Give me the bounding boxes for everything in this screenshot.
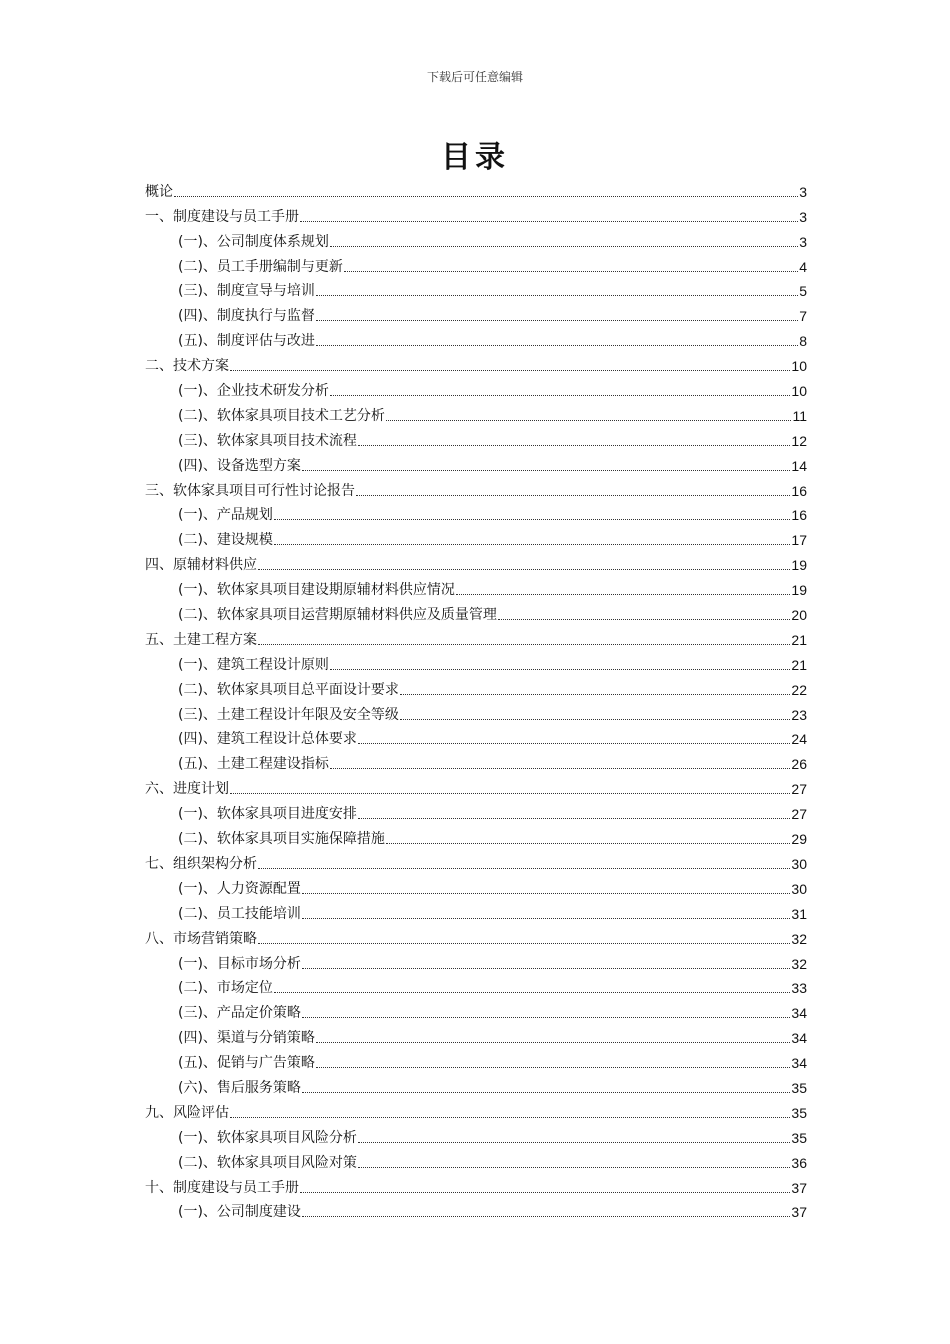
toc-dot-leader xyxy=(456,593,790,595)
toc-entry[interactable] xyxy=(145,1172,807,1197)
toc-entry-page: 4 xyxy=(799,258,807,275)
toc-entry-page: 37 xyxy=(791,1204,807,1221)
toc-dot-leader xyxy=(174,195,798,197)
toc-entry-page: 21 xyxy=(791,656,807,673)
toc-entry-page: 3 xyxy=(799,208,807,225)
toc-entry-page: 34 xyxy=(791,1005,807,1022)
toc-entry-page: 17 xyxy=(791,532,807,549)
toc-entry[interactable] xyxy=(145,276,807,301)
toc-entry-label: 七、组织架构分析 xyxy=(145,855,257,872)
toc-dot-leader xyxy=(358,817,790,819)
toc-entry[interactable] xyxy=(145,948,807,973)
toc-entry[interactable] xyxy=(145,1147,807,1172)
toc-entry-page: 10 xyxy=(791,383,807,400)
toc-entry-label: (五)、土建工程建设指标 xyxy=(178,756,329,773)
toc-entry-label: (三)、软体家具项目技术流程 xyxy=(178,432,357,449)
toc-dot-leader xyxy=(358,1166,790,1168)
toc-entry-page: 10 xyxy=(791,358,807,375)
toc-entry-page: 12 xyxy=(791,432,807,449)
toc-entry-label: (一)、企业技术研发分析 xyxy=(178,383,329,400)
toc-dot-leader xyxy=(302,1091,790,1093)
toc-dot-leader xyxy=(230,1116,790,1118)
toc-dot-leader xyxy=(316,1066,790,1068)
toc-entry[interactable] xyxy=(145,450,807,475)
toc-entry-label: (二)、软体家具项目运营期原辅材料供应及质量管理 xyxy=(178,607,497,624)
toc-dot-leader xyxy=(358,742,790,744)
toc-entry-page: 30 xyxy=(791,855,807,872)
toc-entry[interactable] xyxy=(145,1197,807,1222)
toc-dot-leader xyxy=(386,419,792,421)
toc-dot-leader xyxy=(316,344,798,346)
toc-dot-leader xyxy=(344,270,798,272)
toc-entry-page: 19 xyxy=(791,582,807,599)
toc-entry[interactable] xyxy=(145,1122,807,1147)
toc-dot-leader xyxy=(302,917,790,919)
toc-entry-page: 33 xyxy=(791,980,807,997)
toc-entry[interactable] xyxy=(145,798,807,823)
toc-entry-label: (二)、软体家具项目总平面设计要求 xyxy=(178,681,399,698)
toc-entry[interactable] xyxy=(145,400,807,425)
toc-entry-page: 19 xyxy=(791,557,807,574)
toc-entry[interactable] xyxy=(145,524,807,549)
toc-entry-label: 一、制度建设与员工手册 xyxy=(145,208,299,225)
toc-dot-leader xyxy=(274,518,790,520)
toc-dot-leader xyxy=(258,867,790,869)
toc-entry[interactable] xyxy=(145,1072,807,1097)
toc-entry[interactable] xyxy=(145,599,807,624)
toc-dot-leader xyxy=(300,220,798,222)
toc-entry-label: (一)、软体家具项目建设期原辅材料供应情况 xyxy=(178,582,455,599)
toc-entry[interactable] xyxy=(145,325,807,350)
toc-dot-leader xyxy=(330,245,798,247)
toc-entry[interactable] xyxy=(145,649,807,674)
toc-entry-page: 5 xyxy=(799,283,807,300)
toc-dot-leader xyxy=(274,543,790,545)
toc-dot-leader xyxy=(302,1016,790,1018)
toc-entry-label: (二)、建设规模 xyxy=(178,532,273,549)
toc-dot-leader xyxy=(230,792,790,794)
toc-entry-label: 八、市场营销策略 xyxy=(145,930,257,947)
toc-dot-leader xyxy=(330,394,790,396)
toc-entry-label: 二、技术方案 xyxy=(145,358,229,375)
toc-dot-leader xyxy=(316,294,798,296)
toc-entry-label: (四)、设备选型方案 xyxy=(178,457,301,474)
toc-entry[interactable] xyxy=(145,848,807,873)
toc-entry-label: (三)、土建工程设计年限及安全等级 xyxy=(178,706,399,723)
toc-entry-page: 11 xyxy=(792,407,807,424)
toc-entry-page: 35 xyxy=(791,1129,807,1146)
toc-entry-page: 21 xyxy=(791,631,807,648)
toc-entry[interactable] xyxy=(145,624,807,649)
toc-entry-page: 24 xyxy=(791,731,807,748)
table-of-contents xyxy=(145,176,807,1221)
toc-entry-label: (六)、售后服务策略 xyxy=(178,1079,301,1096)
toc-entry[interactable] xyxy=(145,1022,807,1047)
toc-entry[interactable] xyxy=(145,300,807,325)
toc-entry-label: (二)、员工技能培训 xyxy=(178,905,301,922)
toc-entry-page: 29 xyxy=(791,831,807,848)
toc-dot-leader xyxy=(258,568,790,570)
toc-entry[interactable] xyxy=(145,350,807,375)
toc-entry[interactable] xyxy=(145,574,807,599)
toc-entry-label: (三)、产品定价策略 xyxy=(178,1005,301,1022)
toc-entry-label: (一)、软体家具项目进度安排 xyxy=(178,806,357,823)
toc-entry[interactable] xyxy=(145,176,807,201)
toc-entry[interactable] xyxy=(145,1097,807,1122)
toc-entry-label: 五、土建工程方案 xyxy=(145,631,257,648)
toc-entry[interactable] xyxy=(145,549,807,574)
toc-entry-label: (二)、软体家具项目风险对策 xyxy=(178,1154,357,1171)
toc-dot-leader xyxy=(356,494,790,496)
toc-dot-leader xyxy=(498,618,790,620)
toc-entry[interactable] xyxy=(145,898,807,923)
toc-entry-label: (一)、人力资源配置 xyxy=(178,880,301,897)
toc-entry[interactable] xyxy=(145,251,807,276)
toc-entry-page: 34 xyxy=(791,1055,807,1072)
toc-entry-page: 3 xyxy=(799,233,807,250)
toc-entry-label: (四)、建筑工程设计总体要求 xyxy=(178,731,357,748)
toc-dot-leader xyxy=(316,1041,790,1043)
toc-entry-label: (一)、软体家具项目风险分析 xyxy=(178,1129,357,1146)
toc-dot-leader xyxy=(330,767,790,769)
toc-dot-leader xyxy=(274,991,790,993)
toc-entry[interactable] xyxy=(145,973,807,998)
toc-dot-leader xyxy=(300,1191,790,1193)
toc-dot-leader xyxy=(258,942,790,944)
toc-dot-leader xyxy=(330,668,790,670)
toc-dot-leader xyxy=(258,643,790,645)
toc-entry-page: 37 xyxy=(791,1179,807,1196)
toc-entry-page: 8 xyxy=(799,333,807,350)
toc-entry-label: 九、风险评估 xyxy=(145,1104,229,1121)
toc-entry-page: 27 xyxy=(791,806,807,823)
toc-entry-page: 27 xyxy=(791,781,807,798)
toc-dot-leader xyxy=(302,967,790,969)
toc-entry[interactable] xyxy=(145,699,807,724)
toc-entry-page: 26 xyxy=(791,756,807,773)
toc-entry[interactable] xyxy=(145,823,807,848)
toc-entry-page: 23 xyxy=(791,706,807,723)
toc-entry-page: 16 xyxy=(791,507,807,524)
toc-entry-label: (一)、建筑工程设计原则 xyxy=(178,656,329,673)
toc-entry-label: (一)、公司制度体系规划 xyxy=(178,233,329,250)
toc-entry-page: 31 xyxy=(791,905,807,922)
toc-entry[interactable] xyxy=(145,375,807,400)
toc-entry-label: (五)、制度评估与改进 xyxy=(178,333,315,350)
toc-entry[interactable] xyxy=(145,201,807,226)
toc-entry-page: 34 xyxy=(791,1030,807,1047)
toc-entry-label: (二)、软体家具项目实施保障措施 xyxy=(178,831,385,848)
toc-entry[interactable] xyxy=(145,1047,807,1072)
toc-entry[interactable] xyxy=(145,674,807,699)
toc-entry-label: 十、制度建设与员工手册 xyxy=(145,1179,299,1196)
toc-entry[interactable] xyxy=(145,475,807,500)
toc-dot-leader xyxy=(302,1215,790,1217)
toc-dot-leader xyxy=(386,842,790,844)
toc-entry-page: 32 xyxy=(791,955,807,972)
toc-entry[interactable] xyxy=(145,226,807,251)
toc-dot-leader xyxy=(400,693,790,695)
toc-entry-page: 22 xyxy=(791,681,807,698)
toc-entry[interactable] xyxy=(145,773,807,798)
toc-entry-label: (三)、制度宣导与培训 xyxy=(178,283,315,300)
toc-entry[interactable] xyxy=(145,500,807,525)
toc-entry[interactable] xyxy=(145,425,807,450)
toc-entry-page: 30 xyxy=(791,880,807,897)
toc-entry-label: (四)、制度执行与监督 xyxy=(178,308,315,325)
toc-entry[interactable] xyxy=(145,997,807,1022)
toc-entry-label: (一)、产品规划 xyxy=(178,507,273,524)
toc-entry-label: (四)、渠道与分销策略 xyxy=(178,1030,315,1047)
toc-entry[interactable] xyxy=(145,724,807,749)
toc-entry-label: 概论 xyxy=(145,183,173,200)
toc-dot-leader xyxy=(358,444,790,446)
toc-entry[interactable] xyxy=(145,748,807,773)
toc-entry-label: (五)、促销与广告策略 xyxy=(178,1055,315,1072)
toc-entry-label: (一)、目标市场分析 xyxy=(178,955,301,972)
toc-entry[interactable] xyxy=(145,923,807,948)
toc-entry-page: 14 xyxy=(791,457,807,474)
toc-entry-page: 16 xyxy=(791,482,807,499)
toc-dot-leader xyxy=(302,469,790,471)
toc-entry-page: 36 xyxy=(791,1154,807,1171)
toc-entry-label: (二)、市场定位 xyxy=(178,980,273,997)
toc-entry-label: 六、进度计划 xyxy=(145,781,229,798)
toc-dot-leader xyxy=(302,892,790,894)
toc-dot-leader xyxy=(400,718,790,720)
toc-entry-page: 20 xyxy=(791,607,807,624)
toc-entry[interactable] xyxy=(145,873,807,898)
toc-dot-leader xyxy=(358,1141,790,1143)
toc-entry-label: (一)、公司制度建设 xyxy=(178,1204,301,1221)
toc-dot-leader xyxy=(230,369,790,371)
toc-entry-label: (二)、员工手册编制与更新 xyxy=(178,258,343,275)
toc-entry-page: 32 xyxy=(791,930,807,947)
toc-entry-label: (二)、软体家具项目技术工艺分析 xyxy=(178,407,385,424)
toc-entry-page: 3 xyxy=(799,183,807,200)
toc-title: 目录 xyxy=(441,140,509,175)
toc-entry-page: 35 xyxy=(791,1079,807,1096)
page-header: 下载后可任意编辑 xyxy=(426,70,523,84)
toc-entry-page: 35 xyxy=(791,1104,807,1121)
toc-entry-label: 三、软体家具项目可行性讨论报告 xyxy=(145,482,355,499)
toc-dot-leader xyxy=(316,319,798,321)
toc-entry-label: 四、原辅材料供应 xyxy=(145,557,257,574)
toc-entry-page: 7 xyxy=(799,308,807,325)
